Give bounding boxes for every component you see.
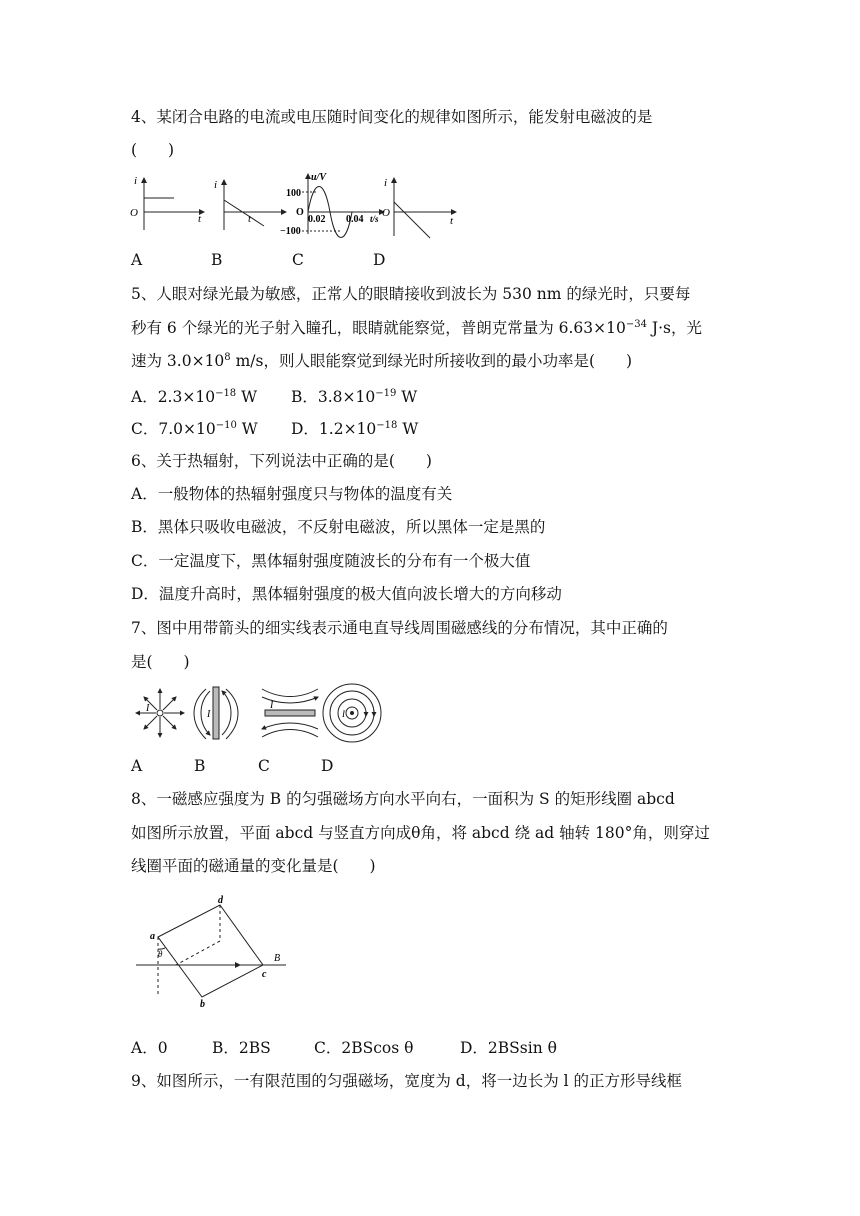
q4-option-c: C — [292, 251, 304, 269]
q8-option-c: C．2BScos θ — [314, 1039, 414, 1057]
q4-a-o-label: O — [130, 207, 138, 219]
q8-figure — [136, 893, 296, 1013]
q6-stem: 6、关于热辐射，下列说法中正确的是( ) — [131, 452, 432, 470]
q5-line3: 速为 $3.0\times 10^8$ m/s，则人眼能察觉到绿光时所接收到的最小功率是( ) — [131, 352, 633, 370]
q7-option-c: C — [258, 757, 270, 775]
q6-option-a: A．一般物体的热辐射强度只与物体的温度有关 — [131, 485, 453, 503]
q7-fig-c — [262, 689, 318, 737]
q7-option-b: B — [194, 757, 206, 775]
q7-c-i-label: I — [270, 700, 274, 711]
q8-line3: 线圈平面的磁通量的变化量是( ) — [131, 857, 376, 875]
q5-option-a: A．$2.3\times 10^{-18}$ W — [131, 388, 258, 406]
q6-option-c: C．一定温度下，黑体辐射强度随波长的分布有一个极大值 — [131, 552, 531, 570]
q7-a-i-label: I — [146, 703, 150, 714]
q8-option-b: B．2BS — [212, 1039, 271, 1057]
q5-option-d: D．$1.2\times 10^{-18}$ W — [291, 420, 419, 438]
q4-option-d: D — [373, 251, 386, 269]
q4-a-i-label: i — [134, 175, 138, 187]
q4-option-b: B — [211, 251, 223, 269]
q8-label-d: d — [218, 895, 223, 906]
q4-figure — [128, 170, 458, 240]
q8-coil — [158, 905, 263, 997]
q4-graph-b — [224, 180, 286, 230]
q8-label-field: B — [274, 953, 281, 964]
q7-fig-d — [323, 684, 381, 742]
q8-label-b: b — [200, 999, 205, 1010]
q4-c-tunit-label: t/s — [370, 214, 379, 224]
q5-option-b: B．$3.8\times 10^{-19}$ W — [291, 388, 418, 406]
q4-d-i-label: i — [384, 177, 388, 189]
q5-line1: 5、人眼对绿光最为敏感，正常人的眼睛接收到波长为 530 nm 的绿光时，只要每 — [131, 285, 691, 303]
q7-d-i-label: I — [342, 709, 345, 719]
q4-graph-d — [394, 178, 456, 238]
q7-figure — [130, 683, 390, 743]
q4-a-t-label: t — [198, 213, 202, 225]
q4-b-t-label: t — [248, 213, 252, 225]
q8-line2: 如图所示放置，平面 abcd 与竖直方向成θ角，将 abcd 绕 ad 轴转 180°角，则穿过 — [131, 824, 710, 842]
q4-option-a: A — [131, 251, 143, 269]
q4-stem: 4、某闭合电路的电流或电压随时间变化的规律如图所示，能发射电磁波的是 — [131, 108, 653, 126]
q4-c-max-label: 100 — [286, 188, 301, 199]
q5-line2: 秒有 6 个绿光的光子射入瞳孔，眼睛就能察觉，普朗克常量为 $6.63\times 10^{-34}$ J·s，光 — [131, 319, 703, 337]
q4-paren: ( ) — [131, 141, 175, 159]
q7-option-a: A — [131, 757, 143, 775]
q7-line2: 是( ) — [131, 653, 190, 671]
q4-d-t-label: t — [450, 215, 454, 227]
q4-d-o-label: O — [382, 207, 390, 219]
q4-graph-a — [144, 178, 204, 230]
q7-fig-b — [194, 687, 238, 739]
q7-line1: 7、图中用带箭头的细实线表示通电直导线周围磁感线的分布情况，其中正确的 — [131, 619, 668, 637]
q4-b-i-label: i — [214, 179, 218, 191]
q8-option-d: D．2BSsin θ — [460, 1039, 557, 1057]
q6-option-d: D．温度升高时，黑体辐射强度的极大值向波长增大的方向移动 — [131, 585, 562, 603]
q7-fig-a — [136, 689, 184, 737]
q8-line1: 8、一磁感应强度为 B 的匀强磁场方向水平向右，一面积为 S 的矩形线圈 abcd — [131, 790, 675, 808]
q5-option-c: C．$7.0\times 10^{-10}$ W — [131, 420, 258, 438]
q7-option-d: D — [321, 757, 334, 775]
q4-c-t1-label: 0.02 — [308, 214, 326, 225]
q6-option-b: B．黑体只吸收电磁波，不反射电磁波，所以黑体一定是黑的 — [131, 518, 546, 536]
q4-c-min-label: −100 — [280, 226, 301, 237]
q8-label-a: a — [150, 931, 155, 942]
q4-c-u-label: u/V — [311, 172, 327, 183]
q8-option-a: A．0 — [131, 1039, 168, 1057]
q4-c-t2-label: 0.04 — [346, 214, 364, 225]
q9-line1: 9、如图所示，一有限范围的匀强磁场，宽度为 d，将一边长为 l 的正方形导线框 — [131, 1072, 683, 1090]
q8-label-theta: θ — [158, 949, 163, 959]
q8-label-c: c — [262, 969, 267, 980]
q4-c-o-label: O — [296, 207, 304, 218]
q7-b-i-label: I — [207, 709, 211, 720]
q4-graph-c — [302, 174, 384, 238]
